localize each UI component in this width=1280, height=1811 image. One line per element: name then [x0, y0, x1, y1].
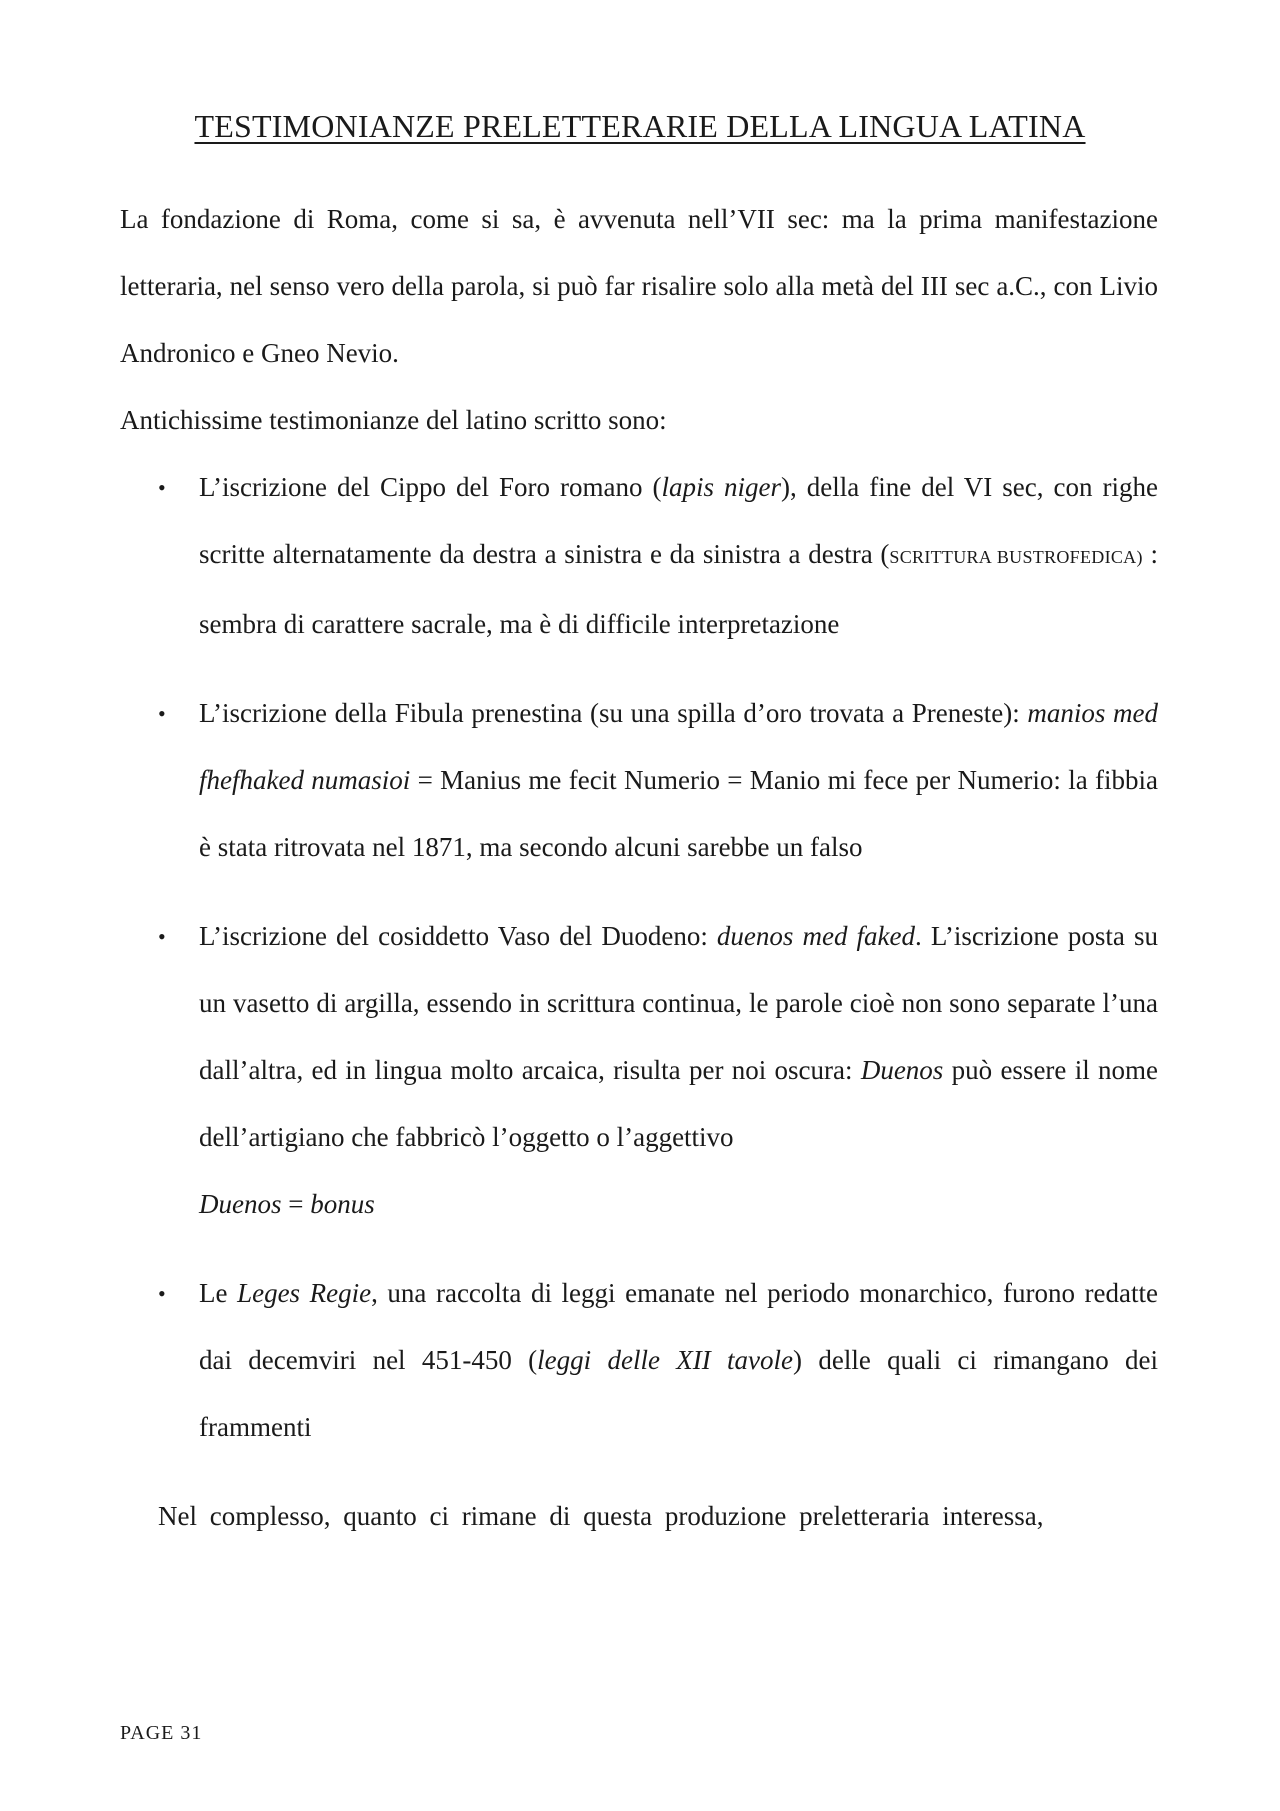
intro-paragraph: La fondazione di Roma, come si sa, è avvenuta nell’VII sec: ma la prima manifestazione letteraria, nel senso vero della parola, si può far risalire solo alla metà del III sec a.C., con Livio Andronico e Gneo Nevio.: [120, 204, 1158, 368]
list-item-lapis-niger: [120, 454, 1158, 658]
bullet-icon: •: [158, 701, 166, 726]
list-text: può essere il nome dell’artigiano che fabbricò l’oggetto o l’aggettivo: [199, 1055, 1158, 1152]
list-text: = Manius me fecit Numerio = Manio mi fece per Numerio: la fibbia è stata ritrovata nel 1871, ma secondo alcuni sarebbe un falso: [199, 765, 1159, 862]
italic-term: Duenos: [199, 1189, 282, 1219]
italic-term: Duenos: [860, 1055, 944, 1085]
list-item-vaso-duodeno: [120, 903, 1158, 1238]
page-number: PAGE 31: [120, 1722, 203, 1744]
list-text: ), della fine del VI sec, con righe scritte alternatamente da destra a sinistra e da sinistra a destra (: [199, 472, 1158, 569]
page-title: TESTIMONIANZE PRELETTERARIE DELLA LINGUA LATINA: [194, 108, 1086, 144]
list-item-leges-regie: [120, 1260, 1158, 1461]
list-text: =: [281, 1189, 311, 1219]
list-text: L’iscrizione della Fibula prenestina (su una spilla d’oro trovata a Preneste):: [199, 698, 1028, 728]
list-text: : sembra di carattere sacrale, ma è di difficile interpretazione: [199, 539, 1158, 639]
bullet-icon: •: [158, 475, 166, 500]
list-text: ) delle quali ci rimangano dei frammenti: [199, 1345, 1158, 1442]
bullet-icon: •: [158, 1281, 166, 1306]
italic-term: manios med fhefhaked numasioi: [199, 698, 1158, 795]
bullet-icon: •: [158, 924, 166, 949]
closing-paragraph: Nel complesso, quanto ci rimane di questa produzione preletteraria interessa,: [158, 1501, 1044, 1531]
list-text: . L’iscrizione posta su un vasetto di argilla, essendo in scrittura continua, le parole cioè non sono separate l’una dall’altra, ed in lingua molto arcaica, risulta per noi oscura:: [199, 921, 1158, 1085]
italic-term: bonus: [310, 1189, 375, 1219]
document-body: [120, 186, 1158, 1550]
italic-term: leggi delle XII tavole: [537, 1345, 794, 1375]
small-caps-term: SCRITTURA BUSTROFEDICA): [889, 547, 1143, 567]
italic-term: lapis niger: [661, 472, 782, 502]
italic-term: Leges Regie: [237, 1278, 372, 1308]
testimony-list: [120, 454, 1158, 1461]
lead-paragraph: Antichissime testimonianze del latino scritto sono:: [120, 405, 667, 435]
list-item-fibula: [120, 680, 1158, 881]
list-text: L’iscrizione del Cippo del Foro romano (: [199, 472, 662, 502]
list-text: , una raccolta di leggi emanate nel periodo monarchico, furono redatte dai decemviri nel 451-450 (: [199, 1278, 1158, 1375]
italic-term: duenos med faked: [716, 921, 916, 951]
list-text: L’iscrizione del cosiddetto Vaso del Duodeno:: [199, 921, 717, 951]
list-text: Le: [199, 1278, 238, 1308]
